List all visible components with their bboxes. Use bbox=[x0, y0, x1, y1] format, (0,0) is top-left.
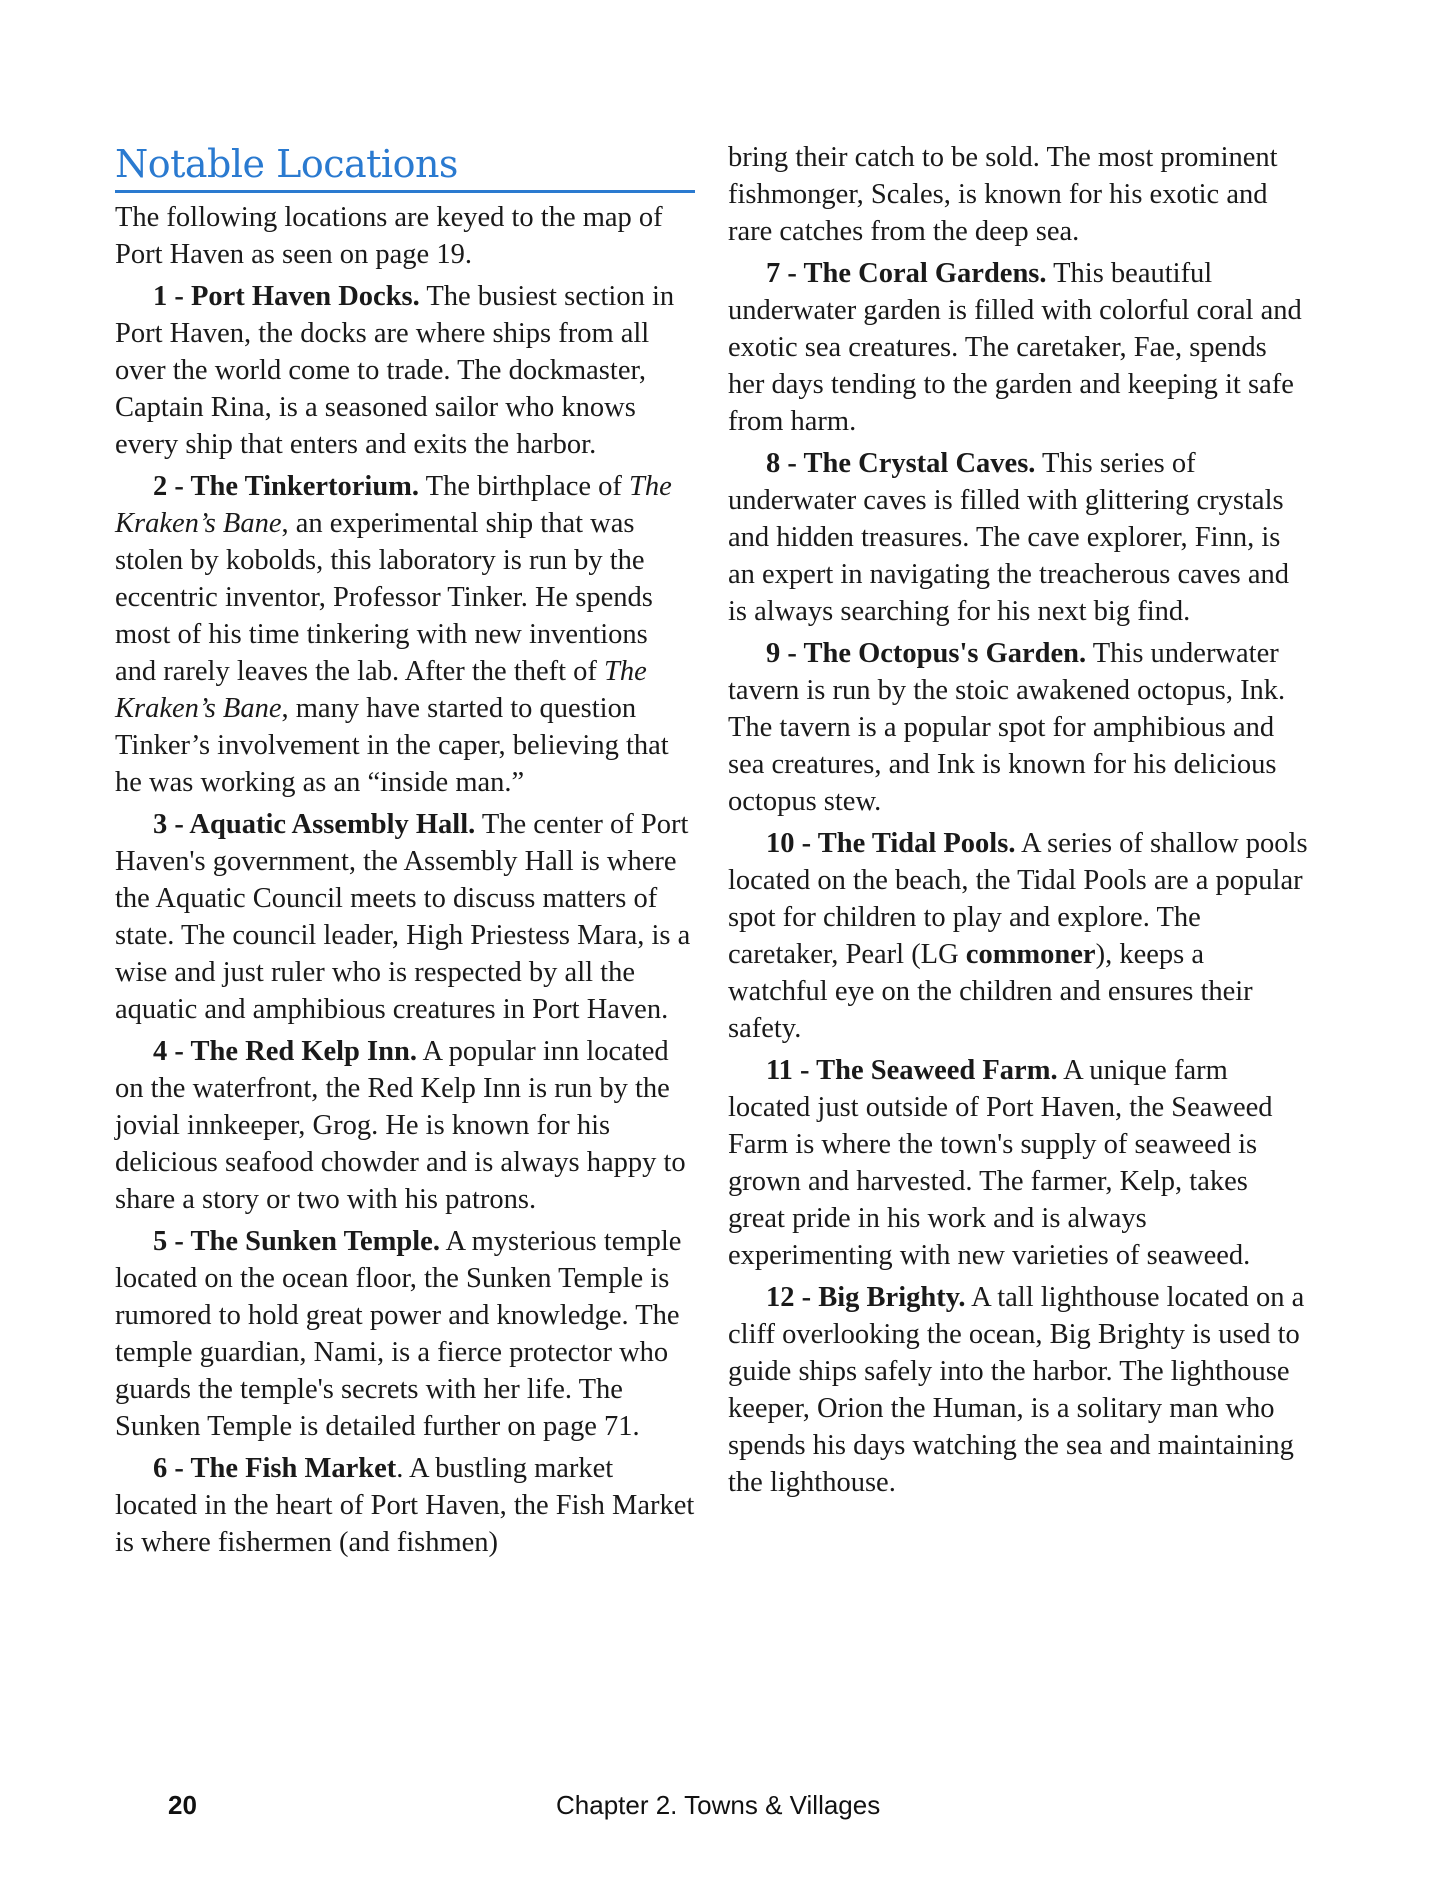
location-text: The birthplace of bbox=[419, 471, 630, 502]
section-heading: Notable Locations bbox=[115, 140, 695, 193]
left-column bbox=[115, 140, 695, 1561]
location-key: 9 - The Octopus's Garden. bbox=[766, 638, 1087, 669]
location-key: 7 - The Coral Gardens. bbox=[766, 258, 1047, 289]
location-text: The busiest section in Port Haven, the docks are where ships from all over the world come to trade. The dockmaster, Captain Rina, is a seasoned sailor who knows every ship that enters and exits the harbor. bbox=[115, 281, 675, 460]
location-text: A tall lighthouse located on a cliff overlooking the ocean, Big Brighty is used to guide ships safely into the harbor. The lighthouse keeper, Orion the Human, is a solitary man who spends his days watching the sea and maintaining the lighthouse. bbox=[728, 1282, 1305, 1498]
right-column bbox=[728, 139, 1308, 1501]
section-heading-wrap bbox=[115, 140, 695, 193]
location-key: 6 - The Fish Market bbox=[153, 1453, 397, 1484]
location-6-continued: bring their catch to be sold. The most prominent fishmonger, Scales, is known for his exotic and rare catches from the deep sea. bbox=[728, 142, 1278, 247]
ship-name: The Kraken’s Bane bbox=[115, 471, 672, 539]
location-9 bbox=[728, 635, 1308, 820]
location-5 bbox=[115, 1223, 695, 1445]
location-text: , an experimental ship that was stolen by kobolds, this laboratory is run by the eccentric inventor, Professor Tinker. He spends most of his time tinkering with new inventions and rarely leaves the lab. After the theft of bbox=[115, 508, 653, 687]
location-text: A unique farm located just outside of Port Haven, the Seaweed Farm is where the town's supply of seaweed is grown and harvested. The farmer, Kelp, takes great pride in his work and is always experimenting with new varieties of seaweed. bbox=[728, 1055, 1273, 1271]
location-key: 1 - Port Haven Docks. bbox=[153, 281, 420, 312]
location-text: . A bustling market located in the heart of Port Haven, the Fish Market is where fishermen (and fishmen) bbox=[115, 1453, 695, 1558]
intro-paragraph: The following locations are keyed to the map of Port Haven as seen on page 19. bbox=[115, 202, 663, 270]
location-4 bbox=[115, 1033, 695, 1218]
location-2 bbox=[115, 468, 695, 801]
ship-name: The Kraken’s Bane bbox=[115, 656, 647, 724]
location-text: A popular inn located on the waterfront, the Red Kelp Inn is run by the jovial innkeeper, Grog. He is known for his delicious seafood chowder and is always happy to share a story or two with his patrons. bbox=[115, 1036, 686, 1215]
location-text: A series of shallow pools located on the beach, the Tidal Pools are a popular spot for children to play and explore. The caretaker, Pearl (LG bbox=[728, 828, 1308, 970]
location-text: This underwater tavern is run by the stoic awakened octopus, Ink. The tavern is a popular spot for amphibious and sea creatures, and Ink is known for his delicious octopus stew. bbox=[728, 638, 1286, 817]
location-text: This beautiful underwater garden is filled with colorful coral and exotic sea creatures. The caretaker, Fae, spends her days tending to the garden and keeping it safe from harm. bbox=[728, 258, 1302, 437]
location-3 bbox=[115, 806, 695, 1028]
location-7 bbox=[728, 255, 1308, 440]
location-key: 5 - The Sunken Temple. bbox=[153, 1226, 440, 1257]
location-8 bbox=[728, 445, 1308, 630]
location-1 bbox=[115, 278, 695, 463]
location-key: 11 - The Seaweed Farm. bbox=[766, 1055, 1058, 1086]
location-key: 4 - The Red Kelp Inn. bbox=[153, 1036, 417, 1067]
location-text: , many have started to question Tinker’s involvement in the caper, believing that he was working as an “inside man.” bbox=[115, 693, 669, 798]
location-text: The center of Port Haven's government, the Assembly Hall is where the Aquatic Council meets to discuss matters of state. The council leader, High Priestess Mara, is a wise and just ruler who is respected by all the aquatic and amphibious creatures in Port Haven. bbox=[115, 809, 691, 1025]
page-number: 20 bbox=[168, 1790, 197, 1820]
location-10 bbox=[728, 825, 1308, 1047]
location-key: 12 - Big Brighty. bbox=[766, 1282, 966, 1313]
location-key: 2 - The Tinkertorium. bbox=[153, 471, 420, 502]
location-12 bbox=[728, 1279, 1308, 1501]
chapter-title: Chapter 2. Towns & Villages bbox=[556, 1790, 881, 1820]
location-text: This series of underwater caves is filled with glittering crystals and hidden treasures. The cave explorer, Finn, is an expert in navigating the treacherous caves and is always searching for his next big find. bbox=[728, 448, 1290, 627]
location-6 bbox=[115, 1450, 695, 1561]
location-text: A mysterious temple located on the ocean floor, the Sunken Temple is rumored to hold great power and knowledge. The temple guardian, Nami, is a fierce protector who guards the temple's secrets with her life. The Sunken Temple is detailed further on page 71. bbox=[115, 1226, 682, 1442]
location-text: ), keeps a watchful eye on the children and ensures their safety. bbox=[728, 939, 1253, 1044]
location-key: 8 - The Crystal Caves. bbox=[766, 448, 1036, 479]
location-key: 10 - The Tidal Pools. bbox=[766, 828, 1016, 859]
location-11 bbox=[728, 1052, 1308, 1274]
stat-block-reference: commoner bbox=[965, 939, 1096, 970]
location-key: 3 - Aquatic Assembly Hall. bbox=[153, 809, 476, 840]
